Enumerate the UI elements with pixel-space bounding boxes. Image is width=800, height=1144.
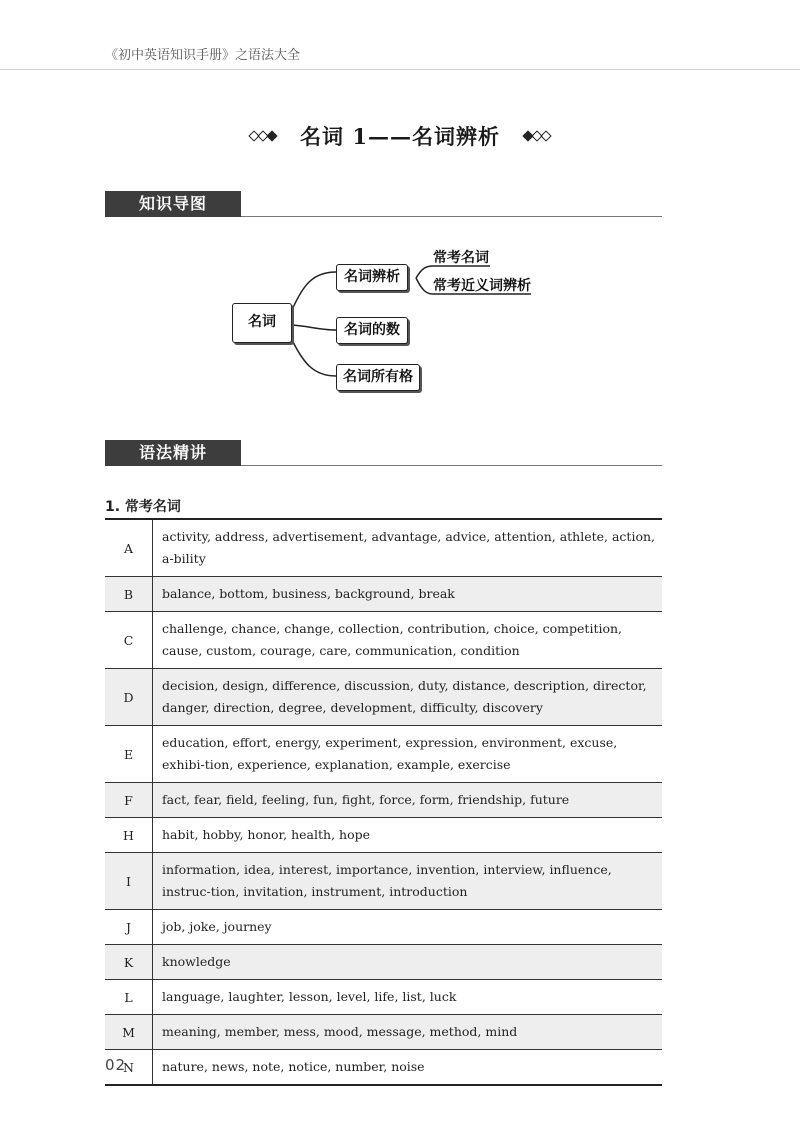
section-rule bbox=[241, 465, 662, 466]
table-row bbox=[105, 1015, 662, 1050]
vocab-list-title: 1. 常考名词 bbox=[105, 499, 181, 515]
row-letter: D bbox=[105, 669, 153, 726]
running-header: 《初中英语知识手册》之语法大全 bbox=[105, 48, 301, 63]
section-tag-mind-map: 知识导图 bbox=[105, 191, 241, 217]
row-letter: A bbox=[105, 519, 153, 577]
row-letter: F bbox=[105, 783, 153, 818]
row-words: activity, address, advertisement, advantage, advice, attention, athlete, action, a-bility bbox=[162, 529, 656, 566]
header-divider bbox=[0, 69, 800, 70]
chapter-title: 名词 1——名词辨析 bbox=[300, 124, 500, 149]
section-header-mind-map bbox=[105, 191, 662, 217]
chapter-heading bbox=[0, 118, 800, 154]
row-letter: N bbox=[105, 1050, 153, 1086]
table-row bbox=[105, 945, 662, 980]
row-letter: M bbox=[105, 1015, 153, 1050]
table-row bbox=[105, 980, 662, 1015]
left-diamond-ornament bbox=[250, 132, 276, 140]
row-words: language, laughter, lesson, level, life, list, luck bbox=[162, 989, 457, 1004]
row-words: meaning, member, mess, mood, message, method, mind bbox=[162, 1024, 518, 1039]
row-words: decision, design, difference, discussion, duty, distance, description, director, danger, direction, degree, development, difficulty, discovery bbox=[162, 678, 647, 715]
table-row bbox=[105, 612, 662, 669]
row-words: education, effort, energy, experiment, expression, environment, excuse, exhibi-tion, experience, explanation, example, exercise bbox=[162, 735, 618, 772]
row-letter: K bbox=[105, 945, 153, 980]
mind-map-subitem: 常考名词 bbox=[433, 250, 489, 266]
row-words: balance, bottom, business, background, break bbox=[162, 586, 455, 601]
mind-map-branch: 名词的数 bbox=[336, 317, 408, 344]
row-words: knowledge bbox=[162, 954, 231, 969]
mind-map-branch: 名词辨析 bbox=[336, 264, 408, 291]
section-rule bbox=[241, 216, 662, 217]
row-letter: E bbox=[105, 726, 153, 783]
row-words: job, joke, journey bbox=[162, 919, 272, 934]
mind-map-branch: 名词所有格 bbox=[336, 364, 420, 391]
row-words: information, idea, interest, importance, invention, interview, influence, instruc-tion, invitation, instrument, introduction bbox=[162, 862, 612, 899]
row-letter: H bbox=[105, 818, 153, 853]
row-letter: B bbox=[105, 577, 153, 612]
table-row bbox=[105, 853, 662, 910]
table-row bbox=[105, 726, 662, 783]
row-letter: C bbox=[105, 612, 153, 669]
table-row bbox=[105, 910, 662, 945]
table-row bbox=[105, 1050, 662, 1086]
row-letter: J bbox=[105, 910, 153, 945]
row-words: challenge, chance, change, collection, contribution, choice, competition, cause, custom, courage, care, communication, condition bbox=[162, 621, 623, 658]
table-row bbox=[105, 783, 662, 818]
row-letter: I bbox=[105, 853, 153, 910]
table-row bbox=[105, 818, 662, 853]
right-diamond-ornament bbox=[524, 132, 550, 140]
mind-map-subitem: 常考近义词辨析 bbox=[433, 278, 531, 294]
table-row bbox=[105, 519, 662, 577]
section-header-grammar bbox=[105, 440, 662, 466]
mind-map-root: 名词 bbox=[232, 303, 292, 343]
row-words: nature, news, note, notice, number, noise bbox=[162, 1059, 425, 1074]
section-tag-grammar: 语法精讲 bbox=[105, 440, 241, 466]
table-row bbox=[105, 669, 662, 726]
row-words: fact, fear, field, feeling, fun, fight, force, form, friendship, future bbox=[162, 792, 570, 807]
page-number: 02 bbox=[105, 1056, 127, 1074]
table-row bbox=[105, 577, 662, 612]
row-words: habit, hobby, honor, health, hope bbox=[162, 827, 370, 842]
vocab-table bbox=[105, 518, 662, 1086]
row-letter: L bbox=[105, 980, 153, 1015]
